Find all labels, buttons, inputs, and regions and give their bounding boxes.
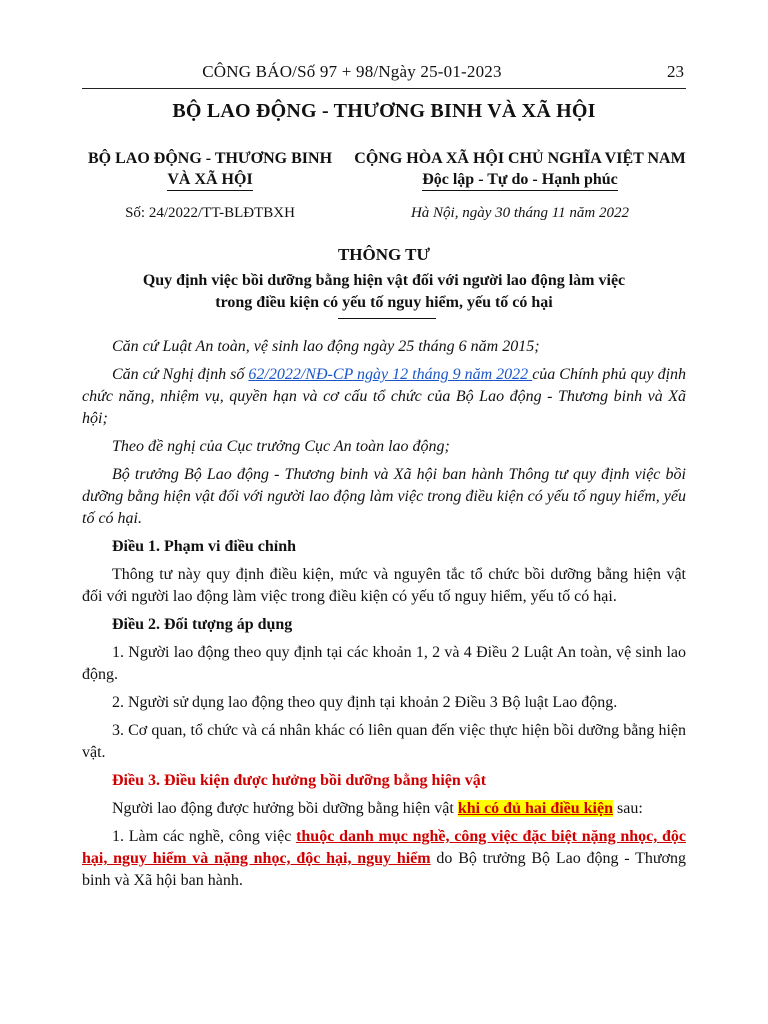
article-3-intro [82, 798, 686, 820]
legal-basis-2-prefix: Căn cứ Nghị định số [112, 366, 249, 383]
emphasized-job-list: thuộc danh mục nghề, công việc đặc biệt nặng nhọc, độc hại, nguy hiểm và nặng nhọc, độc hại, nguy hiểm [82, 828, 686, 867]
article-3-item-1-prefix: 1. Làm các nghề, công việc [112, 828, 297, 845]
document-subject [82, 270, 686, 314]
article-3-intro-prefix: Người lao động được hưởng bồi dưỡng bằng hiện vật [112, 800, 458, 817]
article-3-intro-suffix: sau: [613, 800, 643, 817]
subject-divider [338, 318, 436, 319]
document-date: Hà Nội, ngày 30 tháng 11 năm 2022 [410, 205, 630, 221]
document-body [82, 336, 686, 898]
gazette-header [82, 60, 686, 89]
subject-line1: Quy định việc bồi dưỡng bằng hiện vật đối với người lao động làm việc [142, 272, 626, 289]
decree-link[interactable]: 62/2022/NĐ-CP ngày 12 tháng 9 năm 2022 [248, 366, 533, 383]
nation-motto: Độc lập - Tự do - Hạnh phúc [422, 170, 618, 191]
issuer-block [70, 148, 350, 191]
document-type: THÔNG TƯ [337, 245, 431, 264]
article-3-title: Điều 3. Điều kiện được hưởng bồi dưỡng bằng hiện vật [112, 772, 487, 789]
gazette-title: CÔNG BÁO/Số 97 + 98/Ngày 25-01-2023 [202, 62, 502, 81]
article-2-item-1: 1. Người lao động theo quy định tại các khoản 1, 2 và 4 Điều 2 Luật An toàn, vệ sinh lao động. [82, 644, 686, 683]
issuer-line2: VÀ XÃ HỘI [167, 170, 252, 191]
legal-basis-1: Căn cứ Luật An toàn, vệ sinh lao động ngày 25 tháng 6 năm 2015; [112, 338, 540, 355]
proposal-statement: Theo đề nghị của Cục trưởng Cục An toàn lao động; [112, 438, 450, 455]
article-2-title: Điều 2. Đối tượng áp dụng [112, 616, 293, 633]
page-number: 23 [667, 62, 684, 81]
nation-line1: CỘNG HÒA XÃ HỘI CHỦ NGHĨA VIỆT NAM [354, 150, 686, 167]
article-3-item-1 [82, 826, 686, 892]
document-number: Số: 24/2022/TT-BLĐTBXH [125, 205, 295, 221]
article-3-item-1-suffix: do Bộ trưởng Bộ Lao động - Thương binh và Xã hội ban hành. [82, 850, 686, 889]
article-1-text: Thông tư này quy định điều kiện, mức và nguyên tắc tổ chức bồi dưỡng bằng hiện vật đối với người lao động làm việc trong điều kiện có yếu tố nguy hiểm, yếu tố có hại. [82, 566, 686, 605]
issuance-statement: Bộ trưởng Bộ Lao động - Thương binh và Xã hội ban hành Thông tư quy định việc bồi dưỡng bằng hiện vật đối với người lao động làm việc trong điều kiện có yếu tố nguy hiểm, yếu tố có hại. [82, 466, 686, 527]
article-2-item-3: 3. Cơ quan, tổ chức và cá nhân khác có liên quan đến việc thực hiện bồi dưỡng bằng hiện vật. [82, 722, 686, 761]
ministry-heading: BỘ LAO ĐỘNG - THƯƠNG BINH VÀ XÃ HỘI [172, 100, 596, 122]
legal-basis-2-suffix: của Chính phủ quy định chức năng, nhiệm vụ, quyền hạn và cơ cấu tổ chức của Bộ Lao động - Thương binh và Xã hội; [82, 366, 687, 427]
legal-basis-2 [82, 364, 686, 430]
national-motto-block [330, 148, 710, 191]
subject-line2: trong điều kiện có yếu tố nguy hiểm, yếu tố có hại [215, 294, 553, 311]
article-2-item-2: 2. Người sử dụng lao động theo quy định tại khoản 2 Điều 3 Bộ luật Lao động. [112, 694, 618, 711]
issuer-line1: BỘ LAO ĐỘNG - THƯƠNG BINH [87, 150, 333, 167]
article-1-title: Điều 1. Phạm vi điều chỉnh [112, 538, 297, 555]
highlighted-condition: khi có đủ hai điều kiện [457, 800, 613, 817]
